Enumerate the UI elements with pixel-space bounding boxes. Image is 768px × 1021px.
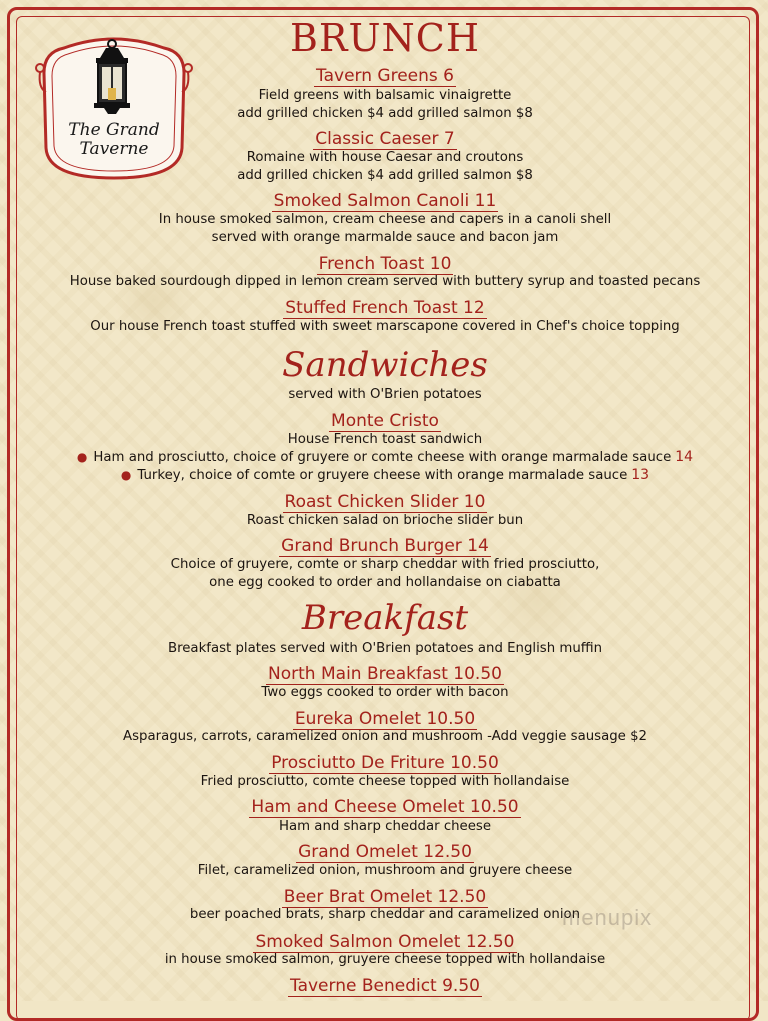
bullet-icon: ● bbox=[76, 450, 88, 464]
menu-item-title: Classic Caeser 7 bbox=[315, 129, 455, 149]
menu-item-description: Roast chicken salad on brioche slider bun bbox=[246, 513, 524, 528]
menu-item-title: Stuffed French Toast 12 bbox=[285, 298, 485, 318]
menu-option-text: Ham and prosciutto, choice of gruyere or comte cheese with orange marmalade sauce bbox=[93, 450, 672, 465]
menu-content bbox=[30, 0, 740, 1001]
menu-item-title: French Toast 10 bbox=[318, 254, 452, 274]
menu-item-description: Two eggs cooked to order with bacon bbox=[261, 685, 509, 700]
menu-item-description: beer poached brats, sharp cheddar and caramelized onion bbox=[189, 907, 581, 922]
menu-item-description: In house smoked salmon, cream cheese and capers in a canoli shell bbox=[158, 212, 612, 227]
menu-item-title: Roast Chicken Slider 10 bbox=[284, 492, 486, 512]
menu-item-description: Field greens with balsamic vinaigrette bbox=[258, 88, 512, 103]
menu-item-title: Prosciutto De Friture 10.50 bbox=[271, 753, 499, 773]
logo-line-1: The Grand bbox=[68, 120, 160, 140]
menu-item-description: House baked sourdough dipped in lemon cream served with buttery syrup and toasted pecans bbox=[69, 274, 701, 289]
menu-item-description: Asparagus, carrots, caramelized onion and mushroom -Add veggie sausage $2 bbox=[123, 729, 647, 744]
sandwiches-heading: Sandwiches bbox=[282, 345, 488, 385]
menu-item-title: Ham and Cheese Omelet 10.50 bbox=[251, 797, 519, 817]
menu-option-line bbox=[30, 448, 740, 467]
menu-option-price: 13 bbox=[631, 467, 650, 483]
menu-option-price: 14 bbox=[675, 449, 694, 465]
menu-item-description: served with orange marmalde sauce and bacon jam bbox=[211, 230, 559, 245]
menu-item-description: one egg cooked to order and hollandaise on ciabatta bbox=[209, 575, 561, 590]
menu-item-description: Choice of gruyere, comte or sharp cheddar with fried prosciutto, bbox=[170, 557, 600, 572]
menu-item-description: House French toast sandwich bbox=[287, 432, 483, 447]
menu-item-description: Filet, caramelized onion, mushroom and gruyere cheese bbox=[197, 863, 573, 878]
menu-item-title: North Main Breakfast 10.50 bbox=[268, 664, 502, 684]
menu-item-description: Ham and sharp cheddar cheese bbox=[278, 819, 492, 834]
menu-item-title: Grand Omelet 12.50 bbox=[298, 842, 472, 862]
menu-item-title: Grand Brunch Burger 14 bbox=[281, 536, 489, 556]
menu-item-title: Eureka Omelet 10.50 bbox=[294, 709, 476, 729]
menu-item-description: Fried prosciutto, comte cheese topped with hollandaise bbox=[200, 774, 570, 789]
logo-line-2: Taverne bbox=[79, 139, 149, 159]
menu-item-title: Smoked Salmon Canoli 11 bbox=[273, 191, 497, 211]
menu-item-description: add grilled chicken $4 add grilled salmon $8 bbox=[237, 168, 533, 183]
menu-option-text: Turkey, choice of comte or gruyere cheese with orange marmalade sauce bbox=[137, 468, 628, 483]
menu-option-line bbox=[30, 466, 740, 485]
breakfast-heading: Breakfast bbox=[301, 598, 469, 638]
breakfast-subheading: Breakfast plates served with O'Brien potatoes and English muffin bbox=[167, 641, 603, 656]
menu-item-title: Smoked Salmon Omelet 12.50 bbox=[255, 932, 515, 952]
watermark: menupix bbox=[562, 905, 653, 930]
menu-item-description: in house smoked salmon, gruyere cheese topped with hollandaise bbox=[164, 952, 606, 967]
menu-item-title: Taverne Benedict 9.50 bbox=[290, 976, 480, 996]
menu-item-title: Monte Cristo bbox=[331, 411, 439, 431]
brunch-heading: BRUNCH bbox=[289, 16, 481, 60]
bullet-icon: ● bbox=[120, 468, 132, 482]
menu-item-title: Tavern Greens 6 bbox=[316, 66, 454, 86]
sandwiches-subheading: served with O'Brien potatoes bbox=[288, 387, 482, 402]
menu-item-description: Romaine with house Caesar and croutons bbox=[246, 150, 524, 165]
menu-item-description: add grilled chicken $4 add grilled salmon $8 bbox=[237, 106, 533, 121]
menu-item-title: Beer Brat Omelet 12.50 bbox=[283, 887, 487, 907]
menu-item-description: Our house French toast stuffed with sweet marscapone covered in Chef's choice topping bbox=[90, 319, 680, 334]
